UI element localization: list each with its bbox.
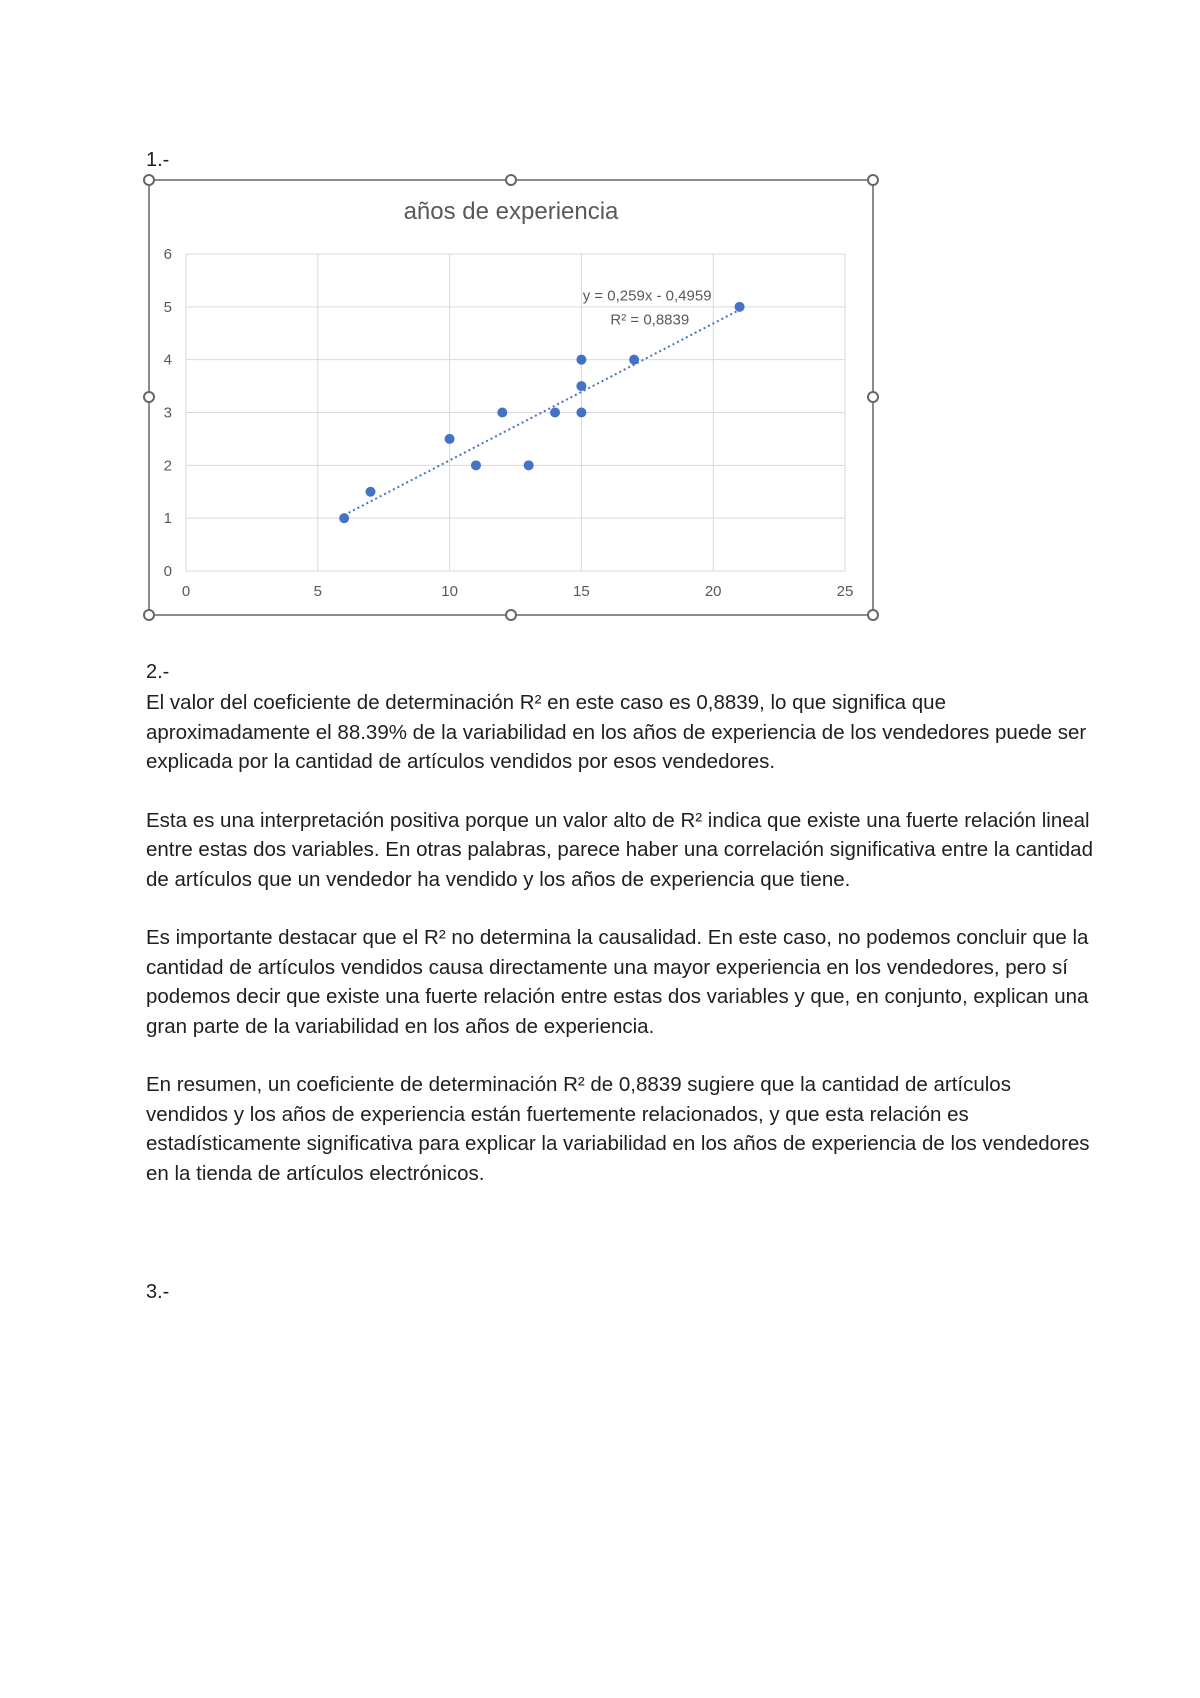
data-point [339, 513, 349, 523]
data-point [629, 355, 639, 365]
resize-handle-bottom-left[interactable] [143, 609, 155, 621]
paragraph: En resumen, un coeficiente de determinación R² de 0,8839 sugiere que la cantidad de artículos vendidos y los años de experiencia están fuertemente relacionados, y que esta relación es estadísticamente significativa para explicar la variabilidad en los años de experiencia de los vendedores en la tienda de artículos electrónicos. [146, 1073, 1090, 1185]
data-point [735, 302, 745, 312]
chart-title: años de experiencia [403, 198, 619, 225]
resize-handle-top-right[interactable] [867, 174, 879, 186]
trendline-equation: y = 0,259x - 0,4959 [582, 287, 712, 305]
paragraph: Es importante destacar que el R² no determina la causalidad. En este caso, no podemos concluir que la cantidad de artículos vendidos causa directamente una mayor experiencia en los vendedores, pero sí podemos decir que existe una fuerte relación entre estas dos variables y que, en conjunto, explican una gran parte de la variabilidad en los años de experiencia. [146, 926, 1089, 1038]
data-point [524, 460, 534, 470]
y-tick-label: 0 [163, 563, 172, 580]
y-tick-label: 1 [163, 510, 172, 528]
x-tick-label: 10 [441, 583, 458, 600]
resize-handle-right[interactable] [867, 391, 879, 403]
data-point [497, 408, 507, 418]
data-point [550, 408, 560, 418]
scatter-chart [150, 181, 872, 614]
data-point [471, 460, 481, 470]
section-2-label: 2.- [146, 661, 170, 683]
y-tick-label: 2 [163, 457, 172, 475]
data-point [576, 381, 586, 391]
paragraph: Esta es una interpretación positiva porque un valor alto de R² indica que existe una fuerte relación lineal entre estas dos variables. En otras palabras, parece haber una correlación significativa entre la cantidad de artículos que un vendedor ha vendido y los años de experiencia que tiene. [146, 808, 1093, 891]
chart-container[interactable] [148, 179, 874, 616]
y-tick-label: 3 [163, 404, 172, 422]
data-point [576, 408, 586, 418]
x-tick-label: 25 [836, 583, 854, 600]
paragraph: El valor del coeficiente de determinación R² en este caso es 0,8839, lo que significa que aproximadamente el 88.39% de la variabilidad en los años de experiencia de los vendedores puede ser explicada por la cantidad de artículos vendidos por esos vendedores. [146, 691, 1087, 773]
x-tick-label: 0 [181, 583, 191, 600]
data-point [366, 487, 376, 497]
trendline-r2: R² = 0,8839 [610, 311, 690, 329]
resize-handle-top[interactable] [505, 174, 517, 186]
interpretation-text [146, 688, 1096, 1217]
section-1-label: 1.- [146, 149, 170, 171]
x-tick-label: 20 [704, 583, 722, 600]
resize-handle-bottom[interactable] [505, 609, 517, 621]
x-tick-label: 15 [573, 583, 590, 600]
resize-handle-left[interactable] [143, 391, 155, 403]
y-tick-label: 4 [163, 351, 172, 369]
data-point [445, 434, 455, 444]
resize-handle-top-left[interactable] [143, 174, 155, 186]
y-tick-label: 6 [163, 246, 172, 263]
resize-handle-bottom-right[interactable] [867, 609, 879, 621]
section-3-label: 3.- [146, 1281, 170, 1303]
x-tick-label: 5 [313, 583, 322, 600]
y-tick-label: 5 [163, 298, 172, 316]
data-point [576, 355, 586, 365]
